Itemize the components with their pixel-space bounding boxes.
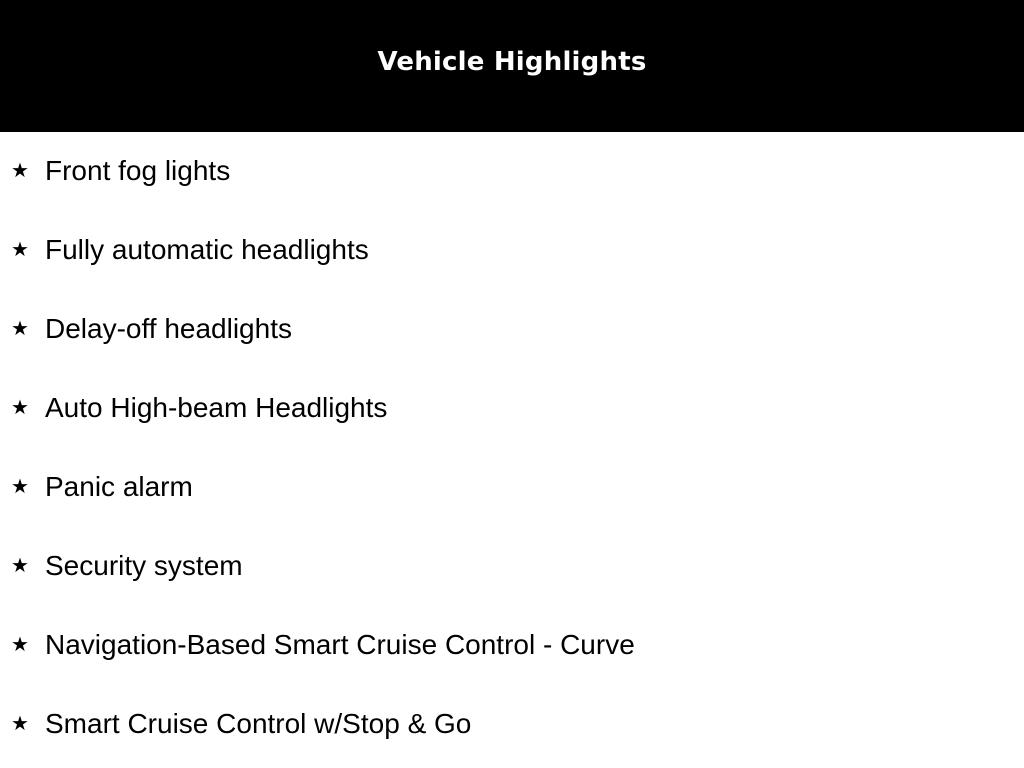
feature-label: Smart Cruise Control w/Stop & Go [45,708,472,739]
feature-label: Navigation-Based Smart Cruise Control - Curve [45,629,635,660]
feature-list [0,132,1024,764]
list-item [0,211,1024,290]
star-icon: ★ [11,474,29,498]
feature-label: Panic alarm [45,471,193,502]
feature-label: Security system [45,550,243,581]
list-item [0,132,1024,211]
feature-label: Fully automatic headlights [45,234,369,265]
star-icon: ★ [11,158,29,182]
feature-label: Front fog lights [45,155,231,186]
star-icon: ★ [11,237,29,261]
list-item [0,369,1024,448]
list-item [0,290,1024,369]
list-item [0,527,1024,606]
list-item [0,448,1024,527]
page-title: Vehicle Highlights [377,47,647,77]
feature-label: Delay-off headlights [45,313,292,344]
feature-label: Auto High-beam Headlights [45,392,388,423]
star-icon: ★ [11,316,29,340]
header-banner [0,0,1024,132]
star-icon: ★ [11,553,29,577]
star-icon: ★ [11,632,29,656]
list-item [0,606,1024,685]
list-item [0,685,1024,764]
star-icon: ★ [11,395,29,419]
star-icon: ★ [11,711,29,735]
